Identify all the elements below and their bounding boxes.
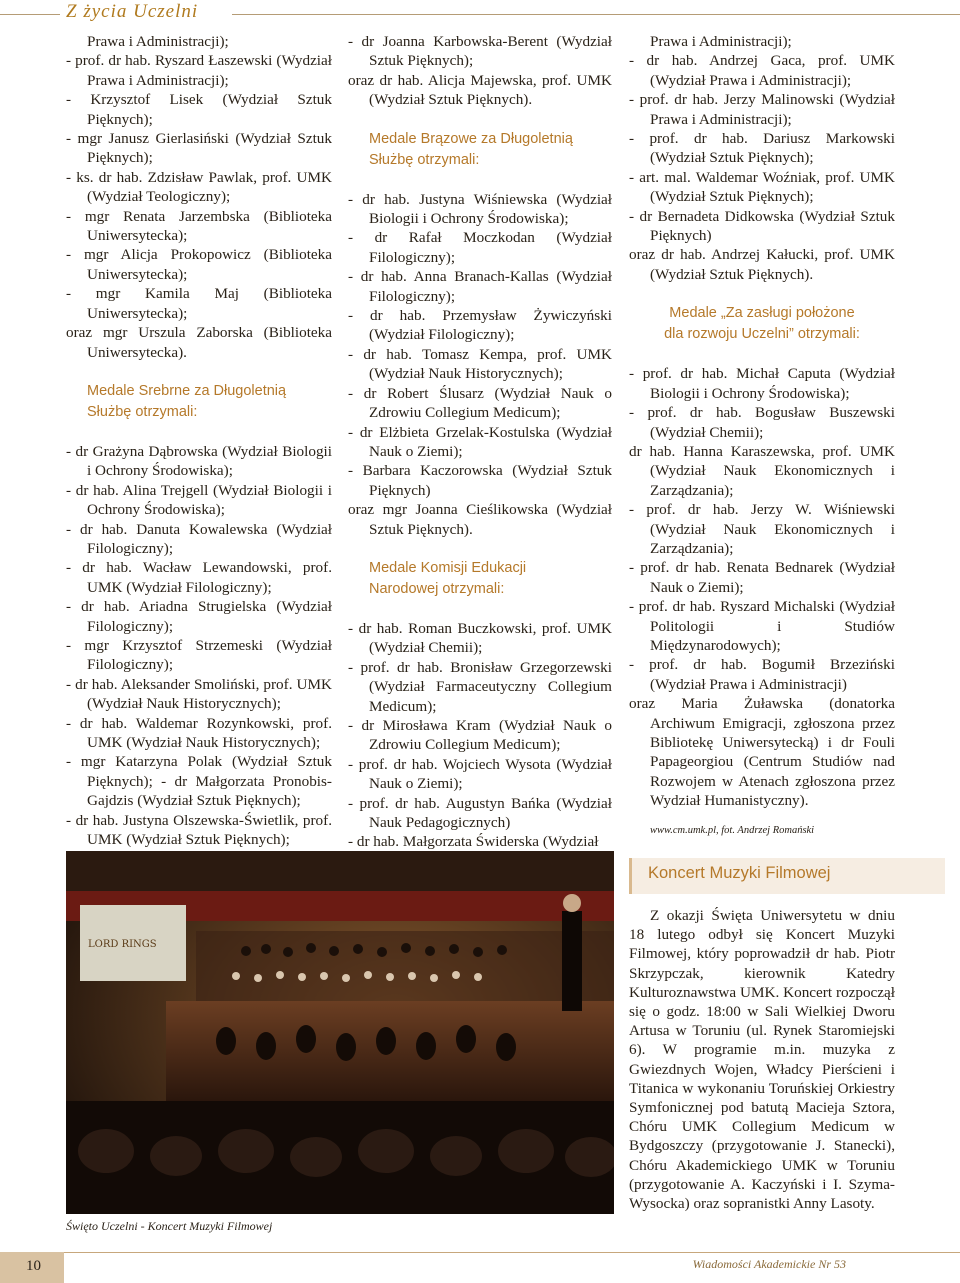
list-item: dr hab. Hanna Karaszewska, prof. UMK (Wydział Nauk Ekonomicznych i Zarządzania); — [629, 442, 895, 499]
col1-top-list — [66, 32, 332, 362]
col3-top-list — [629, 32, 895, 284]
list-item: - dr Bernadeta Didkowska (Wydział Sztuk Pięknych) — [629, 207, 895, 245]
list-item: - dr hab. Aleksander Smoliński, prof. UMK (Wydział Nauk Historycznych); — [66, 675, 332, 713]
photo-caption: Święto Uczelni - Koncert Muzyki Filmowej — [66, 1219, 273, 1233]
list-item: oraz Maria Żuławska (donatorka Archiwum Emigracji, zgłoszona przez Bibliotekę Uniwersytecką) i dr Fouli Papageorgiou (Centrum Studiów nad Rozwojem w Atenach zgłoszona przez Wydział Humanistyczny). — [629, 695, 895, 810]
list-item: - mgr Kamila Maj (Biblioteka Uniwersytecka); — [66, 285, 332, 322]
footer-rule — [0, 1252, 960, 1253]
list-item: - prof. dr hab. Renata Bednarek (Wydział Nauk o Ziemi); — [629, 559, 895, 596]
list-item: - dr Rafał Moczkodan (Wydział Filologiczny); — [348, 229, 612, 266]
column-2 — [348, 32, 612, 852]
list-item: oraz dr hab. Alicja Majewska, prof. UMK (Wydział Sztuk Pięknych). — [348, 71, 612, 109]
list-item: - dr hab. Anna Branach-Kallas (Wydział Filologiczny); — [348, 268, 612, 305]
list-item: - dr hab. Justyna Wiśniewska (Wydział Biologii i Ochrony Środowiska); — [348, 190, 612, 228]
concert-photo-illustration — [66, 851, 614, 1214]
list-item: - dr hab. Alina Trejgell (Wydział Biologii i Ochrony Środowiska); — [66, 481, 332, 519]
list-item: - prof. dr hab. Bronisław Grzegorzewski (Wydział Farmaceutyczny Collegium Medicum); — [348, 658, 612, 715]
column-3 — [629, 32, 895, 840]
list-item: - prof. dr hab. Ryszard Łaszewski (Wydział Prawa i Administracji); — [66, 52, 332, 89]
photo-credit: www.cm.umk.pl, fot. Andrzej Romański — [650, 824, 815, 836]
concert-article-body: Z okazji Święta Uniwersytetu w dniu 18 lutego odbył się Koncert Muzyki Filmowej, który poprowadził dr hab. Piotr Skrzypczak, kierownik Katedry Kulturoznawstwa UMK. Koncert rozpoczął się o godz. 18:00 w Sali Wielkiej Dworu Artusa w Toruniu (ul. Rynek Staromiejski 6). W programie m.in. muzyka z Gwiezdnych Wojen, Władcy Pierścieni i Titanica w wykonaniu Toruńskiej Orkiestry Symfonicznej pod batutą Macieja Sztora, Chóru UMK Collegium Medicum w Bydgoszczy (przygotowanie J. Stanecki), Chóru Akademickiego UMK w Toruniu (przygotowanie A. Kaczyński i I. Szyma-Wysocka) oraz sopranistki Anny Lasoty. — [629, 907, 895, 1213]
header-rule — [232, 14, 960, 15]
list-item: - dr hab. Waldemar Rozynkowski, prof. UMK (Wydział Nauk Historycznych); — [66, 714, 332, 751]
bronze-medals-list — [348, 190, 612, 539]
list-item: - mgr Katarzyna Polak (Wydział Sztuk Pięknych); - dr Małgorzata Pronobis-Gajdzis (Wydział Sztuk Pięknych); — [66, 753, 332, 810]
page-header — [0, 0, 960, 24]
list-item: - dr Elżbieta Grzelak-Kostulska (Wydział Nauk o Ziemi); — [348, 423, 612, 460]
list-item: - prof. dr hab. Bogumił Brzeziński (Wydział Prawa i Administracji) — [629, 656, 895, 693]
kej-medals-heading: Medale Komisji Edukacji Narodowej otrzymali: — [369, 559, 527, 597]
list-item: - Barbara Kaczorowska (Wydział Sztuk Pięknych) — [348, 462, 612, 499]
list-item: - dr Mirosława Kram (Wydział Nauk o Zdrowiu Collegium Medicum); — [348, 716, 612, 754]
merit-medals-heading: Medale „Za zasługi położone dla rozwoju Uczelni” otrzymali: — [664, 305, 860, 343]
list-item: - dr Robert Ślusarz (Wydział Nauk o Zdrowiu Collegium Medicum); — [348, 384, 612, 422]
screen-text: LORD RINGS — [88, 939, 157, 950]
list-item: - prof. dr hab. Wojciech Wysota (Wydział Nauk o Ziemi); — [348, 755, 612, 793]
publication-name: Wiadomości Akademickie Nr 53 — [692, 1257, 846, 1271]
list-item: - prof. dr hab. Augustyn Bańka (Wydział Nauk Pedagogicznych) — [348, 794, 612, 831]
list-item: oraz mgr Joanna Cieślikowska (Wydział Sztuk Pięknych). — [348, 501, 612, 538]
list-item: - dr hab. Danuta Kowalewska (Wydział Filologiczny); — [66, 520, 332, 557]
list-item: - mgr Renata Jarzembska (Biblioteka Uniwersytecka); — [66, 207, 332, 245]
kej-medals-list — [348, 619, 612, 852]
list-item: - prof. dr hab. Dariusz Markowski (Wydział Sztuk Pięknych); — [629, 130, 895, 167]
list-item: Prawa i Administracji); — [87, 33, 229, 50]
list-item: - art. mal. Waldemar Woźniak, prof. UMK (Wydział Sztuk Pięknych); — [629, 168, 895, 206]
list-item: - dr Grażyna Dąbrowska (Wydział Biologii i Ochrony Środowiska); — [66, 442, 332, 480]
list-item: - prof. dr hab. Ryszard Michalski (Wydział Politologii i Studiów Międzynarodowych); — [629, 598, 895, 654]
list-item: oraz dr hab. Andrzej Kałucki, prof. UMK (Wydział Sztuk Pięknych). — [629, 246, 895, 283]
merit-medals-list — [629, 364, 895, 810]
list-item: - dr hab. Tomasz Kempa, prof. UMK (Wydział Nauk Historycznych); — [348, 345, 612, 383]
section-title: Z życia Uczelni — [66, 1, 199, 22]
list-item: - prof. dr hab. Jerzy Malinowski (Wydział Prawa i Administracji); — [629, 91, 895, 128]
list-item: - mgr Janusz Gierlasiński (Wydział Sztuk Pięknych); — [66, 130, 332, 167]
list-item: - prof. dr hab. Michał Caputa (Wydział Biologii i Ochrony Środowiska); — [629, 365, 895, 402]
list-item: oraz mgr Urszula Zaborska (Biblioteka Uniwersytecka). — [66, 324, 332, 361]
page-number: 10 — [26, 1258, 41, 1274]
column-1 — [66, 32, 332, 849]
list-item: - dr hab. Justyna Olszewska-Świetlik, prof. UMK (Wydział Sztuk Pięknych); — [66, 811, 332, 849]
col2-top-list — [348, 32, 612, 110]
list-item: - dr hab. Ariadna Strugielska (Wydział Filologiczny); — [66, 598, 332, 635]
list-item: Prawa i Administracji); — [650, 33, 792, 50]
list-item: - prof. dr hab. Bogusław Buszewski (Wydział Chemii); — [629, 404, 895, 441]
list-item: - dr hab. Małgorzata Świderska (Wydział — [348, 833, 599, 851]
conductor — [562, 911, 582, 1011]
list-item: - dr hab. Roman Buczkowski, prof. UMK (Wydział Chemii); — [348, 619, 612, 657]
silver-medals-list — [66, 442, 332, 850]
bronze-medals-heading: Medale Brązowe za Długoletnią Służbę otrzymali: — [369, 130, 573, 168]
list-item: - ks. dr hab. Zdzisław Pawlak, prof. UMK (Wydział Teologiczny); — [66, 168, 332, 206]
list-item: - Krzysztof Lisek (Wydział Sztuk Pięknych); — [66, 91, 332, 128]
list-item: - mgr Alicja Prokopowicz (Biblioteka Uniwersytecka); — [66, 246, 332, 283]
list-item: - dr hab. Wacław Lewandowski, prof. UMK (Wydział Filologiczny); — [66, 559, 332, 596]
list-item: - prof. dr hab. Jerzy W. Wiśniewski (Wydział Nauk Ekonomicznych i Zarządzania); — [629, 501, 895, 557]
list-item: - dr Joanna Karbowska-Berent (Wydział Sztuk Pięknych); — [348, 33, 612, 70]
list-item: - mgr Krzysztof Strzemeski (Wydział Filologiczny); — [66, 636, 332, 674]
list-item: - dr hab. Przemysław Żywiczyński (Wydział Filologiczny); — [348, 307, 612, 344]
silver-medals-heading: Medale Srebrne za Długoletnią Służbę otrzymali: — [87, 382, 287, 420]
page-number-box — [0, 1252, 64, 1283]
header-rule-left — [0, 14, 60, 15]
concert-photo — [66, 851, 614, 1214]
list-item: - dr hab. Andrzej Gaca, prof. UMK (Wydział Prawa i Administracji); — [629, 52, 895, 89]
concert-article-title: Koncert Muzyki Filmowej — [648, 864, 831, 882]
